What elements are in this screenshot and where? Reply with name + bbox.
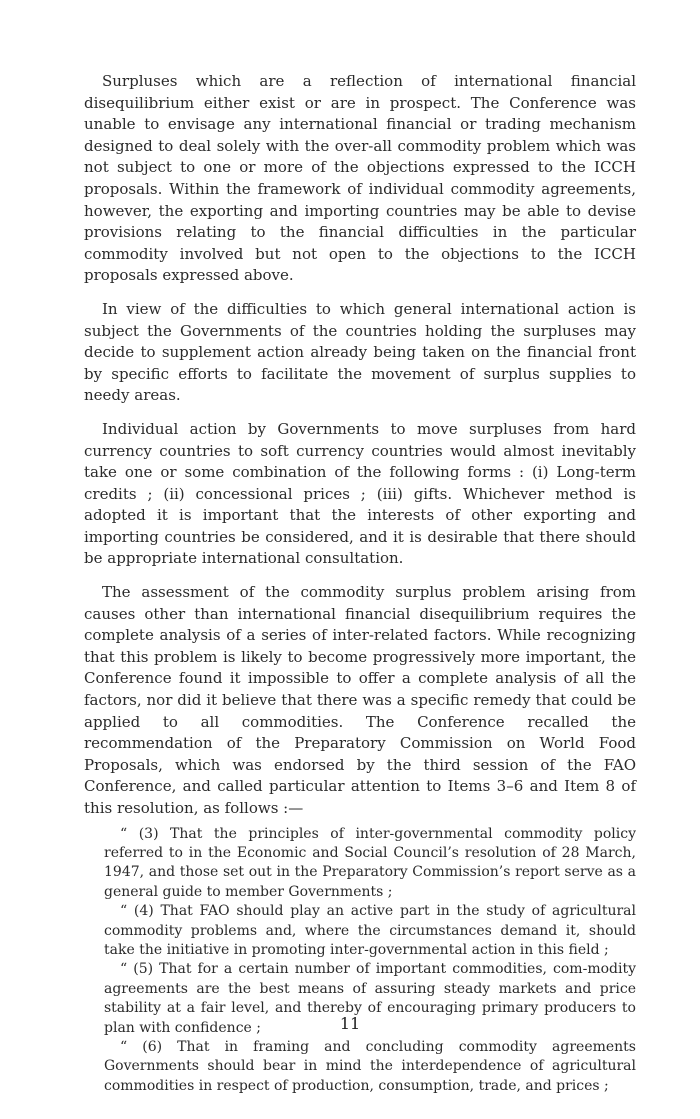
quote-item-3: “ (3) That the principles of inter-governmental commodity policy referred to in the Economic and Social Council’s resolution of 28 March, 1947, and those set out in the Preparatory Commission’s report serve as a general guide to member Governments ; [104, 825, 636, 900]
quote-item-6: “ (6) That in framing and concluding commodity agreements Governments should bear in mind the interdependence of agricultural commodities in respect of production, consumption, trade, and prices ; [104, 1039, 636, 1094]
resolution-quote-block [104, 825, 636, 1097]
paragraph-4: The assessment of the commodity surplus problem arising from causes other than international financial disequilibrium requires the complete analysis of a series of inter-related factors. While recognizing that this problem is likely to become progressively more important, the Conference found it impossible to offer a complete analysis of all the factors, nor did it believe that there was a specific remedy that could be applied to all commodities. The Conference recalled the recommendation of the Preparatory Commission on World Food Proposals, which was endorsed by the third session of the FAO Conference, and called particular attention to Items 3–6 and Item 8 of this resolution, as follows :— [84, 583, 636, 817]
page-body [84, 71, 636, 1096]
quote-item-5: “ (5) That for a certain number of important commodities, com-modity agreements are the best means of assuring steady markets and price stability at a fair level, and thereby of encouraging primary producers to plan with confidence ; [104, 961, 636, 1036]
page-number: 11 [339, 1014, 361, 1033]
paragraph-2: In view of the difficulties to which general international action is subject the Governments of the countries holding the surpluses may decide to supplement action already being taken on the financial front by specific efforts to facilitate the movement of surplus supplies to needy areas. [84, 299, 636, 405]
paragraph-3: Individual action by Governments to move surpluses from hard currency countries to soft currency countries would almost inevitably take one or some combination of the following forms : (i) Long-term credits ; (ii) concessional prices ; (iii) gifts. Whichever method is adopted it is important that the interests of other exporting and importing countries be considered, and it is desirable that there should be appropriate international consultation. [84, 419, 636, 568]
paragraph-1: Surpluses which are a reflection of international financial disequilibrium either exist or are in prospect. The Conference was unable to envisage any international financial or trading mechanism designed to deal solely with the over-all commodity problem which was not subject to one or more of the objections expressed to the ICCH proposals. Within the framework of individual commodity agreements, however, the exporting and importing countries may be able to devise provisions relating to the financial difficulties in the particular commodity involved but not open to the objections to the ICCH proposals expressed above. [84, 72, 636, 285]
quote-item-4: “ (4) That FAO should play an active part in the study of agricultural commodity problems and, where the circumstances demand it, should take the initiative in promoting inter-governmental action in this field ; [104, 903, 636, 959]
